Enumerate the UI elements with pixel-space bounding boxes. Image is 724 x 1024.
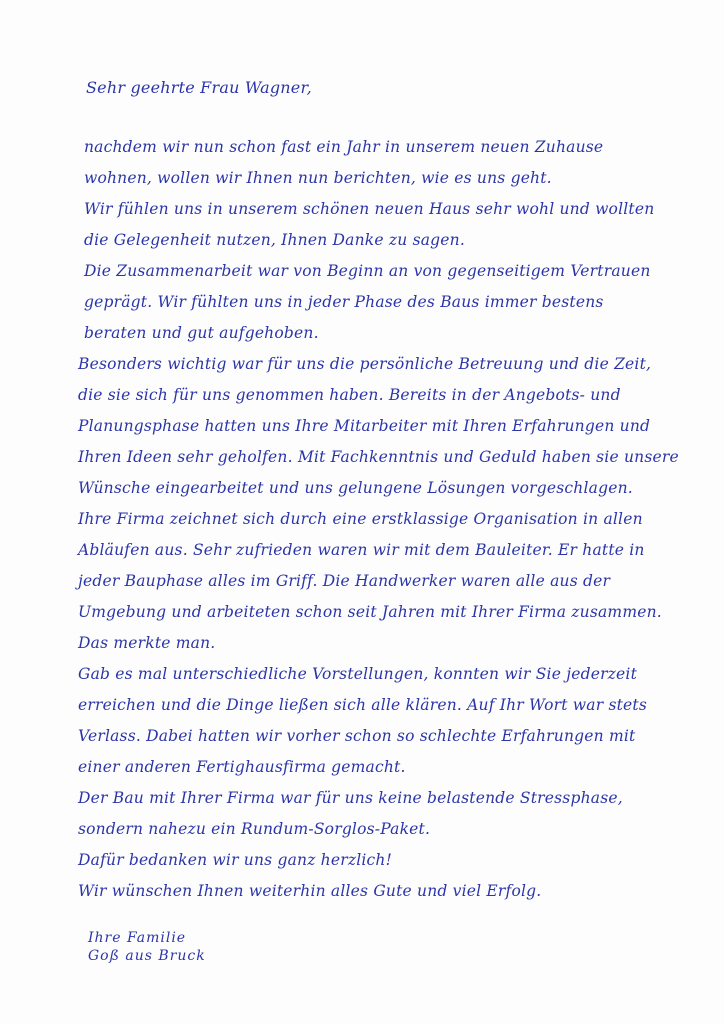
letter-line-23: sondern nahezu ein Rundum-Sorglos-Paket. [78,820,431,838]
letter-line-24: Dafür bedanken wir uns ganz herzlich! [78,851,393,869]
letter-line-10: Planungsphase hatten uns Ihre Mitarbeiter mit Ihren Erfahrungen und [78,417,651,435]
letter-line-6: geprägt. Wir fühlten uns in jeder Phase des Baus immer bestens [84,293,604,311]
letter-line-21: einer anderen Fertighausfirma gemacht. [78,758,406,776]
signature-line-1: Ihre Familie [88,930,187,946]
letter-line-18: Gab es mal unterschiedliche Vorstellungen, konnten wir Sie jederzeit [78,665,637,683]
letter-line-17: Das merkte man. [78,634,216,652]
letter-line-12: Wünsche eingearbeitet und uns gelungene Lösungen vorgeschlagen. [78,479,633,497]
letter-line-20: Verlass. Dabei hatten wir vorher schon so schlechte Erfahrungen mit [78,727,636,745]
letter-line-19: erreichen und die Dinge ließen sich alle klären. Auf Ihr Wort war stets [78,696,647,714]
letter-line-9: die sie sich für uns genommen haben. Bereits in der Angebots- und [78,386,621,404]
letter-line-8: Besonders wichtig war für uns die persönliche Betreuung und die Zeit, [78,355,652,373]
letter-line-11: Ihren Ideen sehr geholfen. Mit Fachkenntnis und Geduld haben sie unsere [78,448,679,466]
letter-line-14: Abläufen aus. Sehr zufrieden waren wir mit dem Bauleiter. Er hatte in [78,541,645,559]
letter-line-13: Ihre Firma zeichnet sich durch eine erstklassige Organisation in allen [78,510,643,528]
letter-line-22: Der Bau mit Ihrer Firma war für uns keine belastende Stressphase, [78,789,623,807]
letter-line-16: Umgebung und arbeiteten schon seit Jahren mit Ihrer Firma zusammen. [78,603,662,621]
signature-line-2: Goß aus Bruck [88,948,206,964]
salutation: Sehr geehrte Frau Wagner, [86,78,312,97]
letter-line-7: beraten und gut aufgehoben. [84,324,319,342]
letter-line-4: die Gelegenheit nutzen, Ihnen Danke zu sagen. [84,231,465,249]
letter-line-25: Wir wünschen Ihnen weiterhin alles Gute und viel Erfolg. [78,882,542,900]
letter-line-3: Wir fühlen uns in unserem schönen neuen Haus sehr wohl und wollten [84,200,655,218]
letter-line-5: Die Zusammenarbeit war von Beginn an von gegenseitigem Vertrauen [84,262,651,280]
letter-line-2: wohnen, wollen wir Ihnen nun berichten, wie es uns geht. [84,169,552,187]
letter-line-1: nachdem wir nun schon fast ein Jahr in unserem neuen Zuhause [84,138,604,156]
letter-line-15: jeder Bauphase alles im Griff. Die Handwerker waren alle aus der [78,572,611,590]
